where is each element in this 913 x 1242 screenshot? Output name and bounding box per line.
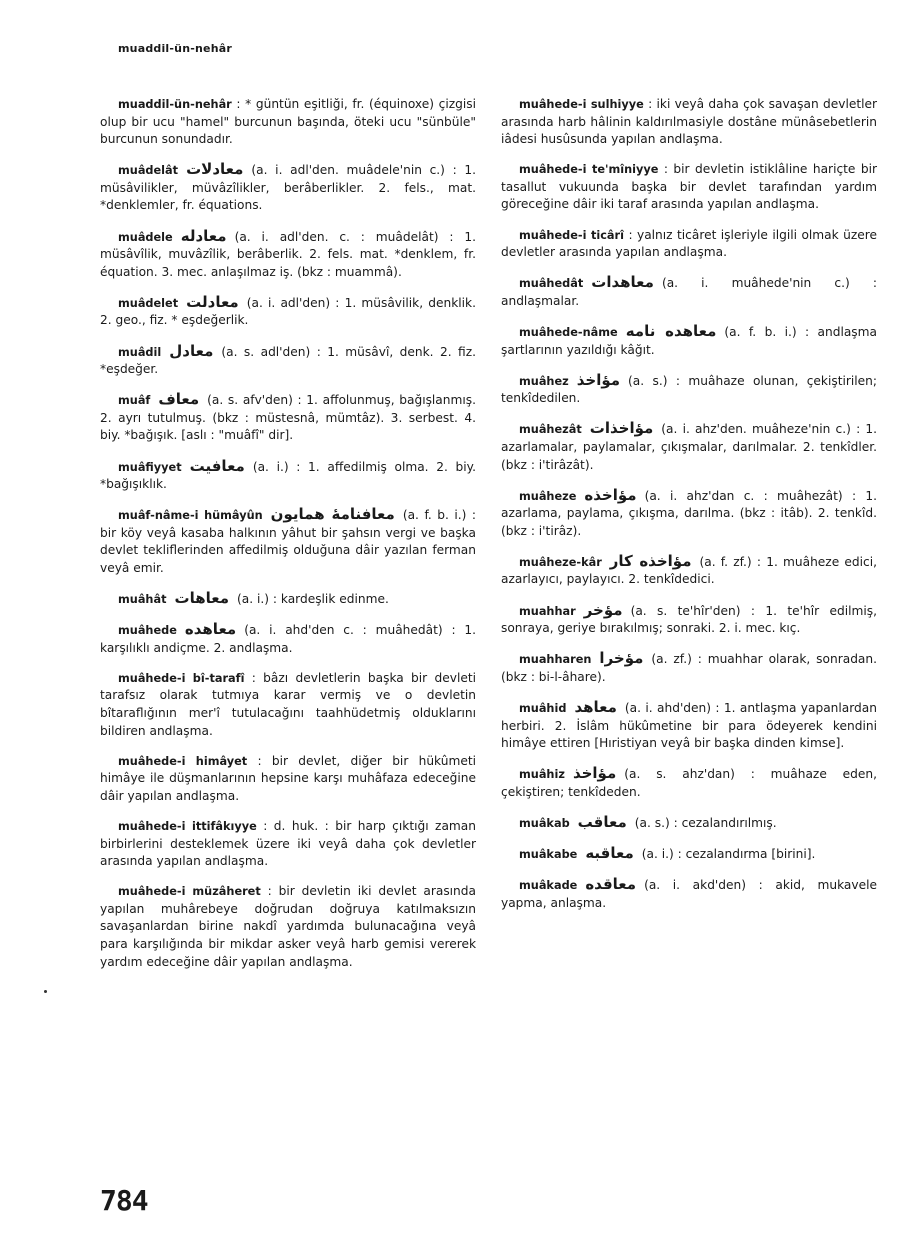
entry-headword: muâheze [519, 489, 577, 503]
dictionary-entry [100, 458, 476, 494]
entry-headword: muâhede-i müzâheret [118, 885, 261, 899]
entry-definition: (a. s.) : muâhaze olunan, çekiştirilen; tenkîdedilen. [501, 373, 877, 406]
dictionary-entry [100, 753, 476, 806]
entry-headword: muâhezât [519, 423, 582, 437]
entry-definition: (a. s. ahz'dan) : muâhaze eden, çekiştiren; tenkîdeden. [501, 767, 877, 799]
dictionary-entry [100, 670, 476, 740]
right-column [501, 96, 877, 925]
dictionary-entry [100, 818, 476, 871]
entry-headword: muâdelât [118, 164, 179, 178]
entry-definition: : bir devlet, diğer bir hükûmeti himâye ile düşmanlarının hepsine karşı muhâfaza edeceğine dâir yapılan andlaşma. [100, 753, 476, 803]
entry-arabic-script: مؤاخذ [576, 370, 621, 389]
entry-definition: (a. i. ahd'den c. : muâhedât) : 1. karşılıklı andiçme. 2. andlaşma. [100, 623, 476, 655]
entry-definition: (a. i. akd'den) : akid, mukavele yapma, anlaşma. [501, 878, 877, 910]
entry-arabic-script: معادلات [186, 160, 244, 179]
dictionary-entry [100, 96, 476, 149]
entry-definition: : d. huk. : bir harp çıktığı zaman birbirlerini desteklemek üzere iki veyâ daha çok devletler arasında yapılan andlaşma. [100, 819, 476, 869]
entry-headword: muâkab [519, 816, 570, 830]
entry-definition: : bâzı devletlerin başka bir devleti tarafsız olarak tutmıya karar vermiş ve o devletin bîtaraflığının mer'î tutulacağını taahhüdetmiş olduklarını bildiren andlaşma. [100, 670, 476, 738]
entry-headword: muâdelet [118, 296, 179, 310]
entry-definition: (a. f. b. i.) : bir köy veyâ kasaba halkının yâhut bir şahsın vergi ve başka devlet tekliflerinden affedilmiş olduğuna dâir yazılan ferman veyâ emir. [100, 508, 477, 575]
dictionary-entry [501, 420, 877, 474]
entry-definition: (a. zf.) : muahhar olarak, sonradan. (bkz : bi-l-âhare). [501, 652, 877, 684]
entry-headword: muâfiyyet [118, 460, 182, 474]
entry-definition: (a. s. afv'den) : 1. affolunmuş, bağışlanmış. 2. ayrı tutulmuş. (bkz : müstesnâ, mümtâz). 3. serbest. 4. biy. *bağışık. [aslı : "muâfî" dir]. [100, 393, 476, 443]
entry-definition: (a. i. adl'den) : 1. müsâvilik, denklik. 2. geo., fiz. * eşdeğerlik. [100, 295, 476, 328]
dictionary-entry [100, 228, 476, 282]
dictionary-entry [100, 621, 476, 657]
entry-definition: : bir devletin iki devlet arasında yapılan muhârebeye doğrudan doğruya katılmaksızın savaşanlardan birine nakdî yardımda bulunacağına veyâ para karşılığında bir mikdar asker veyâ harb gemisi vererek yardım edeceğine dâir yapılan andlaşma. [100, 884, 476, 969]
entry-headword: muâhede-i ticârî [519, 228, 624, 242]
entry-headword: muâhede-i te'mîniyye [519, 163, 659, 177]
entry-headword: muâf-nâme-i hümâyûn [118, 509, 263, 523]
entry-arabic-script: مؤاخذه [584, 485, 637, 504]
dictionary-entry [100, 590, 476, 609]
entry-definition: (a. s. te'hîr'den) : 1. te'hîr edilmiş, sonraya, geriye bırakılmış; sonraki. 2. i. mec. kıç. [501, 603, 877, 636]
entry-definition: : yalnız ticâret işleriyle ilgili olmak üzere devletler arasında yapılan andlaşma. [501, 227, 877, 260]
dictionary-entry [501, 602, 877, 638]
entry-arabic-script: معاقبه [585, 844, 634, 862]
dictionary-entry [501, 372, 877, 408]
entry-arabic-script: معاهده [184, 620, 237, 639]
dictionary-entry [501, 274, 877, 310]
entry-headword: muâhedât [519, 277, 584, 291]
entry-arabic-script: معافيت [189, 456, 245, 475]
entry-definition: (a. i. adl'den. c. : muâdelât) : 1. müsâvîlik, muvâzîlik, berâberlik. 2. fels. mat. *denklem, fr. équation. 3. mec. anlaşılmaz iş. (bkz : muammâ). [100, 229, 476, 279]
entry-headword: muâkabe [519, 848, 578, 861]
entry-arabic-script: معاهد [574, 697, 617, 716]
entry-headword: muâhât [118, 593, 167, 607]
dictionary-entry [100, 391, 476, 445]
entry-arabic-script: معادله [180, 226, 227, 245]
dictionary-entry [501, 96, 877, 149]
entry-arabic-script: مؤخر [583, 600, 623, 619]
entry-headword: muâdil [118, 345, 162, 359]
entry-arabic-script: معافنامهٔ همايون [270, 505, 395, 524]
entry-headword: muâhede-i himâyet [118, 754, 248, 768]
entry-definition: : * güntün eşitliği, fr. (équinoxe) çizgisi olup bir ucu "hamel" burcunun başında, öteki ucu "sünbüle" burcunun sonundadır. [100, 97, 476, 147]
entry-headword: muâkade [519, 879, 578, 893]
entry-arabic-script: معاقده [585, 875, 637, 894]
left-column [100, 96, 476, 984]
entry-headword: muâhid [519, 701, 567, 715]
entry-arabic-script: مؤاخذ [572, 764, 617, 783]
entry-arabic-script: معاهده نامه [625, 321, 717, 340]
entry-definition: (a. i. adl'den. muâdele'nin c.) : 1. müsâvilikler, müvâzîlikler, berâberlikler. 2. fels., mat. *denklemler, fr. équations. [100, 163, 476, 213]
entry-definition: : bir devletin istiklâline hariçte bir tasallut vukuunda başka bir devlet tarafından yardım göreceğine dâir iki taraf arasında yapılan andlaşma. [501, 162, 877, 212]
entry-arabic-script: معادل [169, 341, 214, 360]
dictionary-entry [501, 845, 877, 864]
dictionary-entry [100, 161, 476, 215]
entry-arabic-script: معاقب [577, 812, 627, 831]
running-head: muaddil-ün-nehâr [118, 42, 232, 55]
dictionary-entry [501, 487, 877, 541]
dictionary-entry [501, 227, 877, 262]
dictionary-entry [501, 765, 877, 801]
entry-definition: (a. i. muâhede'nin c.) : andlaşmalar. [501, 276, 877, 308]
dictionary-entry [501, 876, 877, 912]
entry-definition: (a. s.) : cezalandırılmış. [634, 815, 777, 830]
entry-arabic-script: معادلت [186, 292, 239, 311]
dictionary-entry [100, 506, 476, 577]
dictionary-entry [501, 650, 877, 686]
dictionary-entry [501, 161, 877, 214]
entry-arabic-script: مؤاخذه كار [609, 551, 692, 570]
entry-definition: (a. i. ahd'den) : 1. antlaşma yapanlardan herbiri. 2. İslâm hükûmetine bir para ödeyerek kendini himâye ettiren [Hıristiyan veyâ bir başka dinden kimse]. [501, 700, 877, 751]
entry-headword: muâf [118, 394, 151, 408]
entry-headword: muâdele [118, 230, 173, 244]
dictionary-entry [100, 883, 476, 971]
dictionary-entry [501, 699, 877, 753]
entry-headword: muâhede-nâme [519, 325, 618, 339]
entry-arabic-script: مؤاخذات [589, 419, 654, 438]
entry-arabic-script: معاهات [174, 589, 230, 608]
entry-headword: muâheze-kâr [519, 555, 602, 569]
entry-headword: muâhiz [519, 768, 565, 782]
dictionary-entry [501, 553, 877, 589]
entry-definition: (a. f. zf.) : 1. muâheze edici, azarlayıcı, paylayıcı. 2. tenkîdedici. [501, 554, 877, 587]
entry-definition: : iki veyâ daha çok savaşan devletler arasında harb hâlinin kaldırılmasiyle dostâne münâsebetlerin iâdesi husûsunda yapılan andlaşma. [501, 97, 878, 147]
entry-headword: muâhede-i sulhiyye [519, 98, 644, 111]
entry-definition: (a. i.) : cezalandırma [birini]. [641, 847, 816, 861]
dictionary-entry [501, 323, 877, 359]
entry-definition: (a. f. b. i.) : andlaşma şartlarının yazıldığı kâğıt. [501, 324, 877, 357]
entry-arabic-script: معاف [158, 390, 200, 409]
entry-arabic-script: معاهدات [591, 273, 654, 292]
entry-headword: muâhede [118, 624, 177, 638]
entry-headword: muaddil-ün-nehâr [118, 98, 232, 111]
entry-headword: muâhede-i bî-tarafî [118, 671, 245, 685]
entry-headword: muâhede-i ittifâkıyye [118, 820, 257, 833]
dictionary-entry [100, 294, 476, 330]
stray-mark [44, 990, 47, 993]
entry-arabic-script: مؤخرا [599, 649, 644, 668]
entry-definition: (a. i. ahz'dan c. : muâhezât) : 1. azarlama, paylama, çıkışma, darılma. (bkz : itâb). 2. tenkîd. (bkz : i'tirâz). [501, 488, 877, 538]
entry-headword: muâhez [519, 374, 569, 388]
entry-definition: (a. i.) : kardeşlik edinme. [237, 592, 389, 607]
dictionary-entry [501, 814, 877, 833]
page-number: 784 [100, 1184, 148, 1217]
entry-definition: (a. i.) : 1. affedilmiş olma. 2. biy. *bağışıklık. [100, 459, 476, 492]
entry-definition: (a. s. adl'den) : 1. müsâvî, denk. 2. fiz. *eşdeğer. [100, 344, 476, 377]
dictionary-entry [100, 343, 476, 379]
entry-headword: muahharen [519, 653, 592, 667]
entry-definition: (a. i. ahz'den. muâheze'nin c.) : 1. azarlamalar, paylamalar, çıkışmalar, darılmalar. 2. tenkîdler. (bkz : i'tirâzât). [501, 422, 877, 472]
entry-headword: muahhar [519, 604, 576, 618]
